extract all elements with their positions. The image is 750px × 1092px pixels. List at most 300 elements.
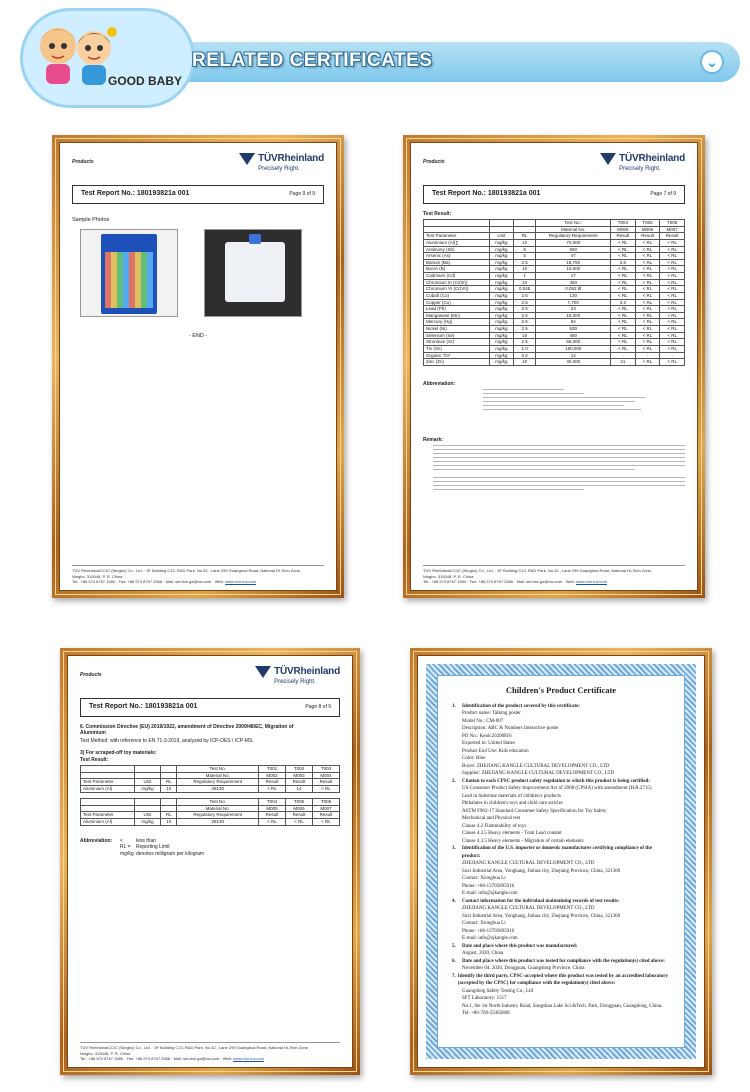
table-cell: M006 [286,805,313,812]
cpc-line: August, 2020, China [462,951,504,957]
table-cell: 930 [536,326,611,333]
cpc-line: ASTM F963-17 Standard Consumer Safety Specification for Toy Safety [462,808,607,814]
table-cell: mg/kg [489,306,513,313]
table-cell: < RL [660,266,685,273]
test-result-label: Test Result: [423,211,452,217]
aluminium-table-2 [80,798,340,826]
table-cell: T004 [611,220,636,227]
cpc-item: 6. Date and place where this product was tested for compliance with the regulation(s) cited above: [452,958,665,964]
table-cell [489,226,513,233]
table-row [424,253,685,260]
table-cell: 0.053 Ø [536,286,611,293]
table-row [424,246,685,253]
table-cell: 1 [513,273,536,280]
table-cell: < RL [611,286,636,293]
table-cell: 2.5 [513,259,536,266]
table-cell: < RL [635,345,660,352]
table-cell: RL [513,233,536,240]
table-cell: mg/kg [489,312,513,319]
table-cell: < RL [635,326,660,333]
cpc-line: Tel: +86-769-23385808 [462,1011,510,1017]
table-cell: < RL [635,259,660,266]
table-cell: M005 [259,805,286,812]
table-row [81,779,340,786]
table-cell: Material No. [536,226,611,233]
cpc-line: Phthalates in children's toys and child care articles [462,801,563,807]
table-cell: mg/kg [489,279,513,286]
table-row [81,785,340,792]
abbreviation-text [423,389,685,413]
table-cell: M003 [286,772,313,779]
table-row [81,772,340,779]
table-cell: mg/kg [134,818,160,825]
table-cell: < RL [635,292,660,299]
table-cell: M004 [312,772,339,779]
table-cell: < RL [660,306,685,313]
table-cell: < RL [635,273,660,280]
table-cell: T005 [286,799,313,806]
table-cell: M006 [635,226,660,233]
table-cell: < RL [611,246,636,253]
table-cell: < RL [660,239,685,246]
table-cell: Zinc (Zn) [424,359,490,366]
table-cell: - [635,352,660,359]
table-row [424,266,685,273]
table-cell: mg/kg [134,785,160,792]
table-cell: < RL [611,279,636,286]
sample-photo-1 [80,229,178,317]
table-cell: Tin (Sn) [424,345,490,352]
cpc-line: Exported to: United States [462,741,515,747]
table-cell: 2.5 [513,326,536,333]
table-cell: < RL [635,266,660,273]
table-cell [134,772,160,779]
table-row [424,359,685,366]
table-cell: Cadmium (Cd) [424,273,490,280]
cpc-line: PO No.: Kenlc20200816 [462,733,512,739]
table-cell: 17 [536,273,611,280]
table-cell: 2.5 [513,292,536,299]
table-cell: 460 [536,332,611,339]
table-cell: < RL [259,785,286,792]
table-cell: Boron (B) [424,266,490,273]
table-cell: 130 [536,292,611,299]
table-cell: Test No.: [536,220,611,227]
table-cell: < RL [635,279,660,286]
table-cell: < RL [660,345,685,352]
table-cell: 46,000 [536,359,611,366]
table-cell: < RL [611,319,636,326]
table-cell: Unit [489,233,513,240]
cpc-line: Clause 4.2 Flammability of toys [462,823,527,829]
cpc-line: Phone: +86-13705895916 [462,883,515,889]
table-cell: T001 [259,766,286,773]
table-cell: < RL [611,253,636,260]
table-row [81,766,340,773]
table-cell: mg/kg [489,239,513,246]
table-cell: mg/kg [489,339,513,346]
table-cell: < RL [660,259,685,266]
cpc-line: Lead in Substrate materials of children's products [462,793,561,799]
table-cell: Result [259,812,286,819]
table-cell: Unit [134,812,160,819]
table-cell: < RL [259,818,286,825]
table-row [424,306,685,313]
test-result-label: Test Result: [80,757,109,763]
table-cell: < RL [611,312,636,319]
table-cell: mg/kg [489,259,513,266]
table-cell: Selenium (Se) [424,332,490,339]
table-cell [161,799,177,806]
abbreviation-item: < less than [120,838,157,844]
table-cell: Nickel (Ni) [424,326,490,333]
table-cell: RL [161,779,177,786]
table-row [424,352,685,359]
table-cell: 180,000 [536,345,611,352]
table-cell: mg/kg [489,273,513,280]
abbreviation-item: mg/kg denotes milligram per kilogram [120,850,205,857]
table-cell: < RL [660,279,685,286]
table-cell [489,220,513,227]
table-cell: Result [611,233,636,240]
table-cell: mg/kg [489,246,513,253]
tuv-footer: TÜV Rheinland/CCIC (Ningbo) Co., Ltd. · 3F Building C13, R&D Park, No.32 , Lane 299 Guanghua Road, National Hi-Tech Zone, Ningbo, 315048, P. R. China Tel.: +86 574 8767 1580 · Fax: +86 574 8767 2566 · Mail: service-gz@tuv.com · Web: www.chn.tuv.com [423,565,685,584]
table-cell: mg/kg [489,286,513,293]
table-row [424,299,685,306]
table-cell: 21 [611,359,636,366]
table-cell [81,766,135,773]
cpc-line: E-mail: info@zjkangle.com [462,936,518,942]
abbreviation-label: Abbreviation: [80,838,113,844]
table-cell: < RL [635,299,660,306]
certificate-frame-2[interactable] [403,135,705,598]
table-cell: 47 [536,253,611,260]
table-cell [513,226,536,233]
table-cell: Test Parameter [81,779,135,786]
cpc-item: 2. Citation to each CPSC product safety regulation to which this product is being certified: [452,778,650,784]
table-cell [134,766,160,773]
table-cell: T006 [312,799,339,806]
certificate-frame-3[interactable] [60,648,360,1075]
tuv-name: TÜVRheinland [258,153,324,164]
table-row [424,220,685,227]
tuv-triangle-icon [600,153,616,165]
table-cell: 5 [513,253,536,260]
remark-label: Remark: [423,437,444,443]
report-bar: Test Report No.: 180193821a 001 Page 8 of 9 [80,698,340,717]
cpc-line: Color: Blue [462,756,486,762]
table-cell: T005 [635,220,660,227]
cpc-line: Model No.: CM-007 [462,718,504,724]
table-cell: M007 [660,226,685,233]
table-row [424,319,685,326]
table-cell: Aluminium (Al) [81,785,135,792]
cpc-item: 4. Contact information for the individual maintaining records of test results: [452,898,620,904]
page-number: Page 9 of 9 [289,191,315,198]
table-cell: 14 [286,785,313,792]
table-cell: < RL [660,286,685,293]
table-cell: < RL [611,266,636,273]
table-cell: < RL [635,253,660,260]
tuv-logo [239,153,324,173]
table-cell: 560 [536,246,611,253]
table-row [424,326,685,333]
table-cell: 460 [536,279,611,286]
table-cell: Aluminium (Al) [81,818,135,825]
table-row [424,312,685,319]
certificate-frame-4[interactable] [410,648,712,1075]
cpc-item: 1. Identification of the product covered by this certificate: [452,703,580,709]
cpc-line: Clause 4.3.5 Heavy elements - Migration of certain elements [462,838,584,844]
table-cell: 3.2 [611,299,636,306]
tuv-slogan: Precisely Right. [258,165,300,172]
cpc-line: Buyer: ZHEJIANG KANGLE CULTURAL DEVELOPMENT CO., LTD [462,763,610,769]
table-cell: Chromium III (Cr(III)) [424,279,490,286]
cpc-line: Mechanical and Physical test [462,816,521,822]
tuv-triangle-icon [255,666,271,678]
table-cell: < RL [660,319,685,326]
table-cell: - [660,352,685,359]
table-cell: < RL [611,332,636,339]
table-cell: Result [635,233,660,240]
abbreviation-label: Abbreviation: [423,381,456,387]
table-cell: 10 [513,359,536,366]
cpc-body [437,675,685,1048]
cpc-line: Supplier: ZHEJIANG KANGLE CULTURAL DEVELOPMENT CO., LTD [462,771,615,777]
cpc-items [452,703,670,1018]
cpc-line: US Consumer Product Safety Improvement Act of 2008 (CPSIA) with amendment (H.R.2715) [462,786,652,792]
table-cell: Result [286,812,313,819]
table-cell: Material No. [177,805,259,812]
scroll-down-button[interactable] [700,50,724,74]
tuv-logo: TÜVRheinland Precisely Right. [600,153,685,173]
table-cell: < RL [635,319,660,326]
table-cell: < RL [611,306,636,313]
table-cell: T002 [286,766,313,773]
table-row [81,812,340,819]
cpc-line: Suxi Industrial Area, Yongkang, Jinhua city, Zhejiang Province, China, 321300 [462,913,621,919]
table-row [424,259,685,266]
remark-text [423,445,685,493]
table-cell [81,805,135,812]
metals-table [423,219,685,366]
table-cell: < RL [312,785,339,792]
tuv-footer: TÜV Rheinland/CCIC (Ningbo) Co., Ltd. · 3F Building C13, R&D Park, No.32 , Lane 299 Guanghua Road, National Hi-Tech Zone, Ningbo, 315048, P. R. China Tel.: +86 574 8767 1580 · Fax: +86 574 8767 2566 · Mail: service-gz@tuv.com · Web: www.chn.tuv.com [72,565,324,584]
table-cell: Result [259,779,286,786]
table-cell: Strontium (Sr) [424,339,490,346]
table-cell: < RL [635,339,660,346]
table-cell: 15,000 [536,312,611,319]
cpc-item: 5. Date and place where this product was manufactured: [452,943,578,949]
table-cell: T006 [660,220,685,227]
table-cell: Manganese (Mn) [424,312,490,319]
table-cell: 28130 [177,818,259,825]
table-cell [134,805,160,812]
table-cell: Mercury (Hg) [424,319,490,326]
cpc-line: E-mail: info@zjkangle.com [462,891,518,897]
table-cell: 2.5 [513,306,536,313]
sample-photo-2 [204,229,302,317]
table-cell: < RL [611,239,636,246]
table-cell: 94 [536,319,611,326]
table-cell: < RL [312,818,339,825]
table-cell: Antimony (Sb) [424,246,490,253]
table-cell: < RL [611,292,636,299]
brand-name: GOOD BABY [108,74,183,88]
table-cell: M005 [611,226,636,233]
table-cell: 2.5 [513,299,536,306]
table-cell: < RL [611,326,636,333]
table-cell: mg/kg [489,299,513,306]
cpc-line: Suxi Industrial Area, Yongkang, Jinhua city, Zhejiang Province, China, 321300 [462,868,621,874]
table-cell: < RL [611,273,636,280]
table-cell [424,226,490,233]
table-cell: < RL [660,339,685,346]
table-cell: RL [161,812,177,819]
table-cell: 70,000 [536,239,611,246]
report-bar: Test Report No.: 180193821a 001 Page 7 of 9 [423,185,685,204]
table-cell [134,799,160,806]
table-cell: 0.045 [513,286,536,293]
table-cell: mg/kg [489,292,513,299]
table-cell: T003 [312,766,339,773]
table-cell: < RL [660,246,685,253]
table-row [424,339,685,346]
table-row [81,805,340,812]
table-cell: 10 [513,266,536,273]
cpc-line: Phone: +86-13705895916 [462,928,515,934]
table-cell: - [611,352,636,359]
table-cell: 10 [161,818,177,825]
table-cell: 12 [536,352,611,359]
table-cell: Result [312,812,339,819]
table-cell: < RL [635,359,660,366]
table-cell: 15,000 [536,266,611,273]
report-bar [72,185,324,204]
table-cell: < RL [660,299,685,306]
table-cell: mg/kg [489,332,513,339]
cpc-line: No.1, the 1st North Industry Road, Songshan Lake Sci.&Tech. Park, Dongguan, Guangdong, China. [462,1003,663,1009]
table-cell: mg/kg [489,253,513,260]
aluminium-table-1 [80,765,340,793]
table-cell: Result [660,233,685,240]
table-row [424,332,685,339]
report-number: Test Report No.: 180193821a 001 [81,190,190,198]
table-cell: mg/kg [489,266,513,273]
table-cell: Regulatory Requirement [177,812,259,819]
table-cell: Chromium VI (Cr(VI)) [424,286,490,293]
table-cell: T004 [259,799,286,806]
certificate-frame-1[interactable] [52,135,344,598]
cpc-line: Product End Use: Kids education [462,748,529,754]
cpc-line: SFT Laboratory: 1517 [462,996,507,1002]
tuv-triangle-icon [239,153,255,165]
table-cell: < RL [611,339,636,346]
table-cell: mg/kg [489,352,513,359]
table-cell: 10 [161,785,177,792]
table-row [81,799,340,806]
table-cell: < RL [286,818,313,825]
table-cell: < RL [635,239,660,246]
table-cell: mg/kg [489,326,513,333]
table-row [424,292,685,299]
table-cell: < RL [660,273,685,280]
table-cell: Result [286,779,313,786]
sample-photos-label: Sample Photos [72,217,110,223]
table-cell: < RL [635,246,660,253]
table-cell: M002 [259,772,286,779]
table-cell: < RL [660,359,685,366]
abbreviation-list [120,838,204,857]
table-cell: Test Parameter [81,812,135,819]
table-cell: mg/kg [489,345,513,352]
table-cell: 28130 [177,785,259,792]
table-row [424,286,685,293]
table-cell: < RL [660,312,685,319]
table-cell: 2.5 [513,312,536,319]
table-cell: < RL [635,306,660,313]
table-row [424,345,685,352]
table-cell [513,220,536,227]
cpc-line: ZHEJIANG KANGLE CULTURAL DEVELOPMENT CO., LTD [462,861,595,867]
cpc-line: ZHEJIANG KANGLE CULTURAL DEVELOPMENT CO., LTD [462,906,595,912]
table-cell: Regulatory Requirement [177,779,259,786]
cpc-line: Contact: Xionghua Li [462,921,506,927]
table-cell: Result [312,779,339,786]
table-cell: Barium (Ba) [424,259,490,266]
table-cell: Test No. [177,766,259,773]
table-cell: < RL [635,312,660,319]
cpc-border [426,664,696,1059]
table-cell: Aluminium (Al)∑ [424,239,490,246]
table-cell: Copper (Cu) [424,299,490,306]
table-cell: Cobalt (Co) [424,292,490,299]
table-row [81,818,340,825]
table-cell: 23 [536,306,611,313]
cpc-item: 7. Identify the third party, CPSC-accepted where this product was tested by an accredited laboratory (accepted by the CPSC) for compliance with the regulation(s) cited above: [452,973,669,987]
table-row [424,273,685,280]
cpc-title: Children's Product Certificate [505,685,617,695]
products-label: Products [80,672,102,678]
table-cell [161,772,177,779]
cpc-line: Product name: Talking poster [462,711,521,717]
tuv-footer: TÜV Rheinland/CCIC (Ningbo) Co., Ltd. · 3F Building C13, R&D Park, No.32 , Lane 299 Guanghua Road, National Hi-Tech Zone, Ningbo, 315048, P. R. China Tel.: +86 574 8767 1580 · Fax: +86 574 8767 2566 · Mail: service-gz@tuv.com · Web: www.chn.tuv.com [80,1042,340,1061]
table-row [424,233,685,240]
end-marker: - END - [188,333,208,339]
cpc-item: 3. Identification of the U.S. importer or domestic manufacturer certifying compliance of the product: [452,846,652,859]
table-cell: Unit [134,779,160,786]
test-method: Test Method: with reference to EN 71-3:2019, analyzed by ICP-OES / ICP-MS. [80,738,254,744]
table-row [424,226,685,233]
table-cell: Regulatory Requirement [536,233,611,240]
table-cell: 2.6 [611,259,636,266]
table-cell: 10 [513,279,536,286]
table-cell: Arsenic (As) [424,253,490,260]
table-cell: < RL [635,286,660,293]
table-cell: Lead (Pb) [424,306,490,313]
table-cell: 5 [513,246,536,253]
abbreviation-item: RL = Reporting Limit [120,844,170,851]
table-cell: < RL [660,253,685,260]
table-cell: 10 [513,239,536,246]
table-cell [161,805,177,812]
section-title: RELATED CERTIFICATES [192,50,433,71]
tuv-logo: TÜVRheinland Precisely Right. [255,666,340,686]
table-cell [161,766,177,773]
table-cell: < RL [635,332,660,339]
table-cell: 7,700 [536,299,611,306]
table-cell: < RL [660,292,685,299]
